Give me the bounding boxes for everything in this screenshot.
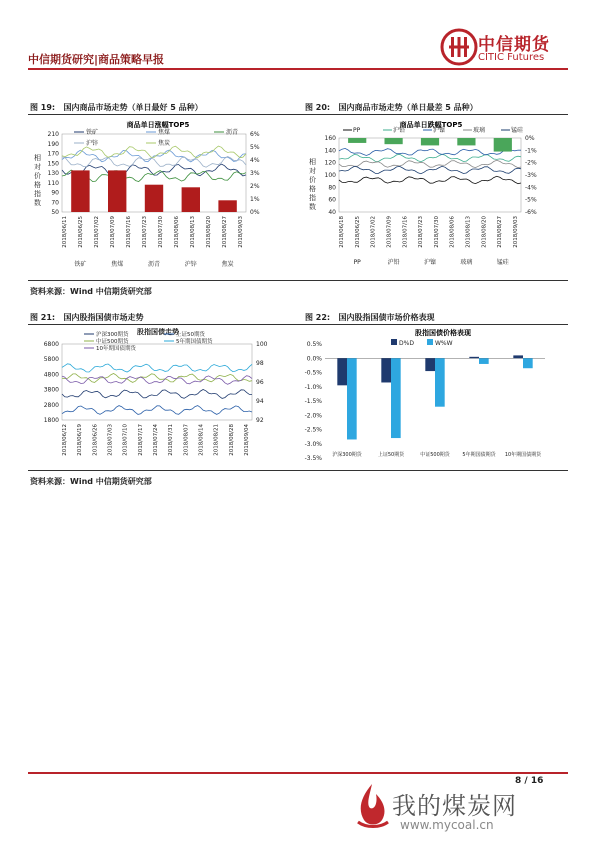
figure-number: 图 22: bbox=[305, 313, 331, 322]
y-left-tick: 160 bbox=[324, 135, 336, 142]
x-tick: 2018/08/21 bbox=[213, 424, 220, 456]
y-right-tick: 3% bbox=[250, 170, 260, 177]
y-right-tick: 2% bbox=[250, 183, 260, 190]
y-left-tick: 170 bbox=[47, 150, 59, 158]
x-tick: 2018/09/03 bbox=[238, 216, 244, 248]
y-left-tick: 60 bbox=[328, 196, 336, 204]
y-left-tick: 140 bbox=[324, 147, 336, 155]
y-right-tick: -2% bbox=[525, 159, 537, 167]
y-right-tick: -5% bbox=[525, 196, 537, 204]
bar bbox=[218, 200, 236, 212]
y-left-tick: 50 bbox=[51, 209, 59, 216]
x-tick: 2018/07/16 bbox=[402, 216, 409, 248]
y-left-tick: 6800 bbox=[43, 341, 59, 348]
series-line bbox=[62, 406, 252, 415]
chart-19 bbox=[28, 118, 278, 268]
y-left-tick: 90 bbox=[51, 189, 59, 197]
legend-label: 焦炭 bbox=[158, 140, 171, 147]
x-tick: 2018/07/09 bbox=[110, 216, 116, 248]
x-tick: 2018/06/18 bbox=[339, 216, 345, 248]
bar bbox=[523, 358, 533, 368]
y-tick: -2.5% bbox=[304, 426, 322, 434]
caption-rule bbox=[28, 324, 568, 325]
x-tick: 2018/07/10 bbox=[122, 424, 129, 456]
category-label: 玻璃 bbox=[460, 259, 473, 266]
bar bbox=[182, 187, 200, 212]
y-right-tick: 1% bbox=[250, 196, 260, 203]
x-tick: 2018/07/31 bbox=[168, 424, 175, 456]
divider bbox=[28, 280, 568, 281]
y-tick: -1.0% bbox=[304, 383, 322, 391]
legend-label: D%D bbox=[399, 340, 414, 347]
series-line bbox=[339, 176, 521, 183]
y-right-tick: 5% bbox=[250, 144, 260, 151]
legend-label: 上证50期货 bbox=[176, 332, 205, 338]
y-left-tick: 70 bbox=[51, 199, 59, 207]
legend-label: 沥青 bbox=[226, 129, 239, 136]
y-left-tick: 5800 bbox=[43, 356, 59, 364]
bar bbox=[381, 358, 391, 382]
flame-icon bbox=[352, 782, 392, 830]
bar bbox=[479, 358, 489, 364]
y-right-tick: 98 bbox=[256, 360, 264, 367]
x-tick: 2018/07/03 bbox=[107, 424, 114, 456]
legend-swatch bbox=[391, 339, 397, 345]
x-tick: 2018/08/13 bbox=[190, 216, 196, 248]
legend-label: 锰硅 bbox=[511, 127, 524, 134]
x-tick: 2018/06/11 bbox=[62, 216, 68, 248]
legend-swatch bbox=[427, 339, 433, 345]
y-left-tick: 130 bbox=[47, 170, 59, 177]
legend-label: 沪镍 bbox=[433, 127, 446, 134]
bar bbox=[469, 357, 479, 358]
x-tick: 2018/06/25 bbox=[354, 216, 361, 248]
source-note: 资料来源：Wind 中信期货研究部 bbox=[30, 287, 152, 296]
y-right-tick: 92 bbox=[256, 417, 264, 424]
chart-22-title: 股指国债价格表现 bbox=[415, 329, 471, 337]
legend-label: 玻璃 bbox=[473, 127, 486, 134]
category-label: 沪镍 bbox=[423, 259, 437, 266]
y-tick: -3.0% bbox=[304, 440, 322, 448]
y-left-tick: 100 bbox=[324, 172, 336, 179]
y-right-tick: -3% bbox=[525, 172, 537, 179]
legend-label: 沪铅 bbox=[393, 127, 406, 134]
x-tick: 2018/07/02 bbox=[94, 216, 100, 248]
bar bbox=[494, 138, 512, 152]
y-tick: 0.5% bbox=[306, 341, 322, 348]
legend-label: 沪锌 bbox=[86, 140, 99, 147]
category-label: 锰硅 bbox=[496, 259, 509, 266]
bar bbox=[347, 358, 357, 439]
legend-label: 10年期国债期货 bbox=[96, 346, 136, 352]
x-tick: 2018/07/02 bbox=[370, 216, 377, 248]
series-line bbox=[62, 390, 252, 399]
bar bbox=[391, 358, 401, 438]
bar bbox=[71, 170, 89, 212]
legend-label: 铁矿 bbox=[86, 129, 99, 136]
chart-22 bbox=[303, 326, 553, 466]
category-label: 铁矿 bbox=[74, 261, 87, 268]
y-right-tick: 94 bbox=[256, 398, 264, 405]
y-axis-label: 相对价格指数 bbox=[309, 158, 316, 211]
figure-19-caption bbox=[30, 102, 203, 113]
bar bbox=[421, 138, 439, 145]
citic-logo-icon bbox=[440, 28, 478, 66]
figure-title: 国内商品市场走势（单日最好 5 品种） bbox=[63, 103, 203, 112]
category-label: 焦煤 bbox=[111, 261, 124, 268]
y-axis-label: 相对价格指数 bbox=[34, 154, 41, 207]
y-left-tick: 1800 bbox=[43, 417, 59, 424]
category-label: 中证500期货 bbox=[420, 452, 450, 458]
legend-label: PP bbox=[353, 127, 361, 134]
y-right-tick: -1% bbox=[525, 147, 537, 155]
page-number: 8 / 16 bbox=[515, 776, 544, 786]
footer-rule bbox=[28, 772, 568, 774]
category-label: 沪深300期货 bbox=[332, 452, 362, 458]
figure-title: 国内股指国债市场价格表现 bbox=[338, 313, 435, 322]
figure-number: 图 21: bbox=[30, 313, 56, 322]
legend-label: 5年期国债期货 bbox=[176, 339, 213, 345]
figure-title: 国内商品市场走势（单日最差 5 品种） bbox=[338, 103, 478, 112]
x-tick: 2018/08/27 bbox=[222, 216, 228, 248]
bar bbox=[435, 358, 445, 406]
bar bbox=[145, 185, 163, 212]
chart-21 bbox=[28, 328, 278, 458]
y-left-tick: 190 bbox=[47, 140, 59, 148]
category-label: 沪铅 bbox=[387, 259, 400, 266]
y-left-tick: 4800 bbox=[43, 371, 59, 379]
y-right-tick: 0% bbox=[250, 209, 260, 216]
x-tick: 2018/08/20 bbox=[206, 216, 212, 248]
y-left-tick: 2800 bbox=[43, 401, 59, 409]
header-rule bbox=[28, 68, 568, 70]
divider bbox=[28, 470, 568, 471]
chart-19-title: 商品单日涨幅TOP5 bbox=[126, 121, 190, 129]
x-tick: 2018/07/16 bbox=[126, 216, 132, 248]
logo-english-name: CITIC Futures bbox=[478, 52, 545, 63]
y-left-tick: 80 bbox=[328, 184, 336, 192]
y-right-tick: 0% bbox=[525, 135, 535, 142]
x-tick: 2018/06/25 bbox=[78, 216, 84, 248]
x-tick: 2018/08/28 bbox=[228, 424, 235, 456]
x-tick: 2018/06/12 bbox=[62, 424, 68, 456]
series-line bbox=[339, 160, 521, 167]
x-tick: 2018/06/19 bbox=[77, 424, 84, 456]
legend-label: 焦煤 bbox=[158, 129, 171, 136]
y-tick: 0.0% bbox=[306, 355, 322, 363]
y-tick: -1.5% bbox=[304, 398, 322, 405]
figure-22-caption bbox=[305, 312, 434, 323]
x-tick: 2018/07/23 bbox=[418, 216, 425, 248]
x-tick: 2018/07/24 bbox=[153, 424, 159, 456]
x-tick: 2018/08/13 bbox=[465, 216, 472, 248]
figure-title: 国内股指国债市场走势 bbox=[63, 313, 144, 322]
bar bbox=[457, 138, 475, 145]
caption-rule bbox=[28, 114, 568, 115]
y-left-tick: 120 bbox=[324, 159, 336, 167]
y-left-tick: 110 bbox=[47, 179, 59, 187]
y-left-tick: 3800 bbox=[43, 386, 59, 394]
category-label: 沪锌 bbox=[184, 261, 197, 268]
category-label: PP bbox=[353, 259, 361, 266]
figure-number: 图 19: bbox=[30, 103, 56, 112]
logo-chinese-name: 中信期货 bbox=[478, 35, 550, 55]
bar bbox=[348, 138, 366, 143]
bar bbox=[385, 138, 403, 144]
y-left-tick: 150 bbox=[47, 160, 59, 168]
y-left-tick: 40 bbox=[328, 209, 336, 216]
y-left-tick: 210 bbox=[47, 131, 59, 138]
y-right-tick: 100 bbox=[256, 341, 268, 348]
bar bbox=[108, 170, 126, 212]
watermark-text: 我的煤炭网 bbox=[392, 792, 517, 820]
x-tick: 2018/07/30 bbox=[433, 216, 440, 248]
bar bbox=[337, 358, 347, 385]
chart-20-title: 商品单日跌幅TOP5 bbox=[399, 121, 463, 129]
x-tick: 2018/09/03 bbox=[513, 216, 519, 248]
bar bbox=[425, 358, 435, 371]
legend-label: 沪深300期货 bbox=[96, 332, 129, 338]
report-title: 中信期货研究|商品策略早报 bbox=[28, 53, 165, 66]
series-line bbox=[62, 150, 246, 162]
category-label: 沥青 bbox=[147, 261, 161, 268]
x-tick: 2018/08/27 bbox=[497, 216, 504, 248]
category-label: 上证50期货 bbox=[377, 452, 405, 458]
x-tick: 2018/07/23 bbox=[142, 216, 148, 248]
figure-number: 图 20: bbox=[305, 103, 331, 112]
bar bbox=[513, 355, 523, 358]
y-right-tick: 6% bbox=[250, 131, 260, 138]
x-tick: 2018/08/20 bbox=[481, 216, 488, 248]
source-note: 资料来源：Wind 中信期货研究部 bbox=[30, 477, 152, 486]
series-line bbox=[62, 364, 252, 372]
x-tick: 2018/07/30 bbox=[158, 216, 164, 248]
x-tick: 2018/06/26 bbox=[92, 424, 99, 456]
legend-label: 中证500期货 bbox=[96, 339, 129, 345]
y-right-tick: -4% bbox=[525, 184, 537, 192]
x-tick: 2018/08/06 bbox=[449, 216, 456, 248]
category-label: 5年期国债期货 bbox=[462, 452, 496, 458]
x-tick: 2018/08/06 bbox=[174, 216, 180, 248]
x-tick: 2018/08/07 bbox=[183, 424, 190, 456]
x-tick: 2018/07/17 bbox=[137, 424, 144, 456]
y-tick: -0.5% bbox=[304, 369, 322, 377]
category-label: 10年期国债期货 bbox=[504, 452, 542, 458]
y-tick: -3.5% bbox=[304, 455, 322, 462]
figure-20-caption bbox=[305, 102, 478, 113]
watermark-url: www.mycoal.cn bbox=[400, 818, 494, 832]
y-right-tick: 96 bbox=[256, 379, 264, 386]
y-right-tick: 4% bbox=[250, 157, 260, 164]
x-tick: 2018/08/14 bbox=[198, 424, 205, 456]
y-right-tick: -6% bbox=[525, 209, 537, 216]
legend-label: W%W bbox=[435, 340, 453, 347]
category-label: 焦炭 bbox=[221, 261, 234, 268]
x-tick: 2018/07/09 bbox=[386, 216, 393, 248]
figure-21-caption bbox=[30, 312, 143, 323]
x-tick: 2018/09/04 bbox=[244, 424, 250, 456]
chart-21-title: 股指国债走势 bbox=[137, 328, 179, 336]
y-tick: -2.0% bbox=[304, 412, 322, 420]
chart-20 bbox=[303, 118, 553, 268]
